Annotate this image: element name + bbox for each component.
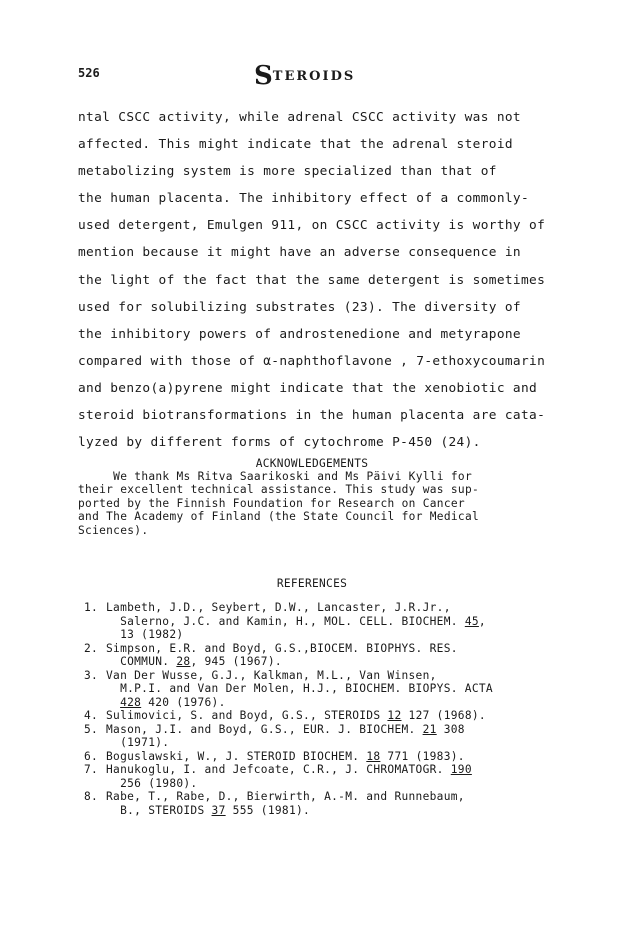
reference-number: 7. — [84, 763, 99, 776]
reference-volume: 45 — [464, 614, 479, 628]
reference-item — [84, 669, 554, 710]
reference-line — [106, 655, 554, 669]
reference-volume: 12 — [387, 709, 402, 722]
acknowledgement-line: their excellent technical assistance. This study was sup- — [78, 483, 480, 497]
reference-text: 420 (1976). — [141, 695, 226, 709]
reference-volume: 190 — [450, 763, 472, 776]
reference-item — [84, 723, 554, 750]
reference-text: 256 (1980). — [106, 776, 198, 790]
acknowledgement-line: and The Academy of Finland (the State Council for Medical — [78, 510, 480, 524]
reference-line — [106, 804, 554, 818]
reference-item — [84, 642, 554, 669]
reference-text: Sulimovici, S. and Boyd, G.S., STEROIDS — [106, 709, 388, 722]
reference-text: Hanukoglu, I. and Jefcoate, C.R., J. CHROMATOGR. — [106, 763, 451, 776]
reference-volume: 428 — [120, 695, 142, 709]
running-head — [254, 61, 355, 91]
reference-text: , 945 (1967). — [190, 655, 282, 668]
reference-text: Rabe, T., Rabe, D., Bierwirth, A.-M. and Runnebaum, — [106, 790, 465, 803]
body-line: the inhibitory powers of androstenedione and metyrapone — [78, 326, 521, 342]
reference-text: 13 (1982) — [106, 628, 184, 641]
reference-line — [106, 669, 554, 683]
body-line: the human placenta. The inhibitory effect of a commonly- — [78, 191, 530, 207]
reference-volume: 28 — [176, 655, 191, 668]
body-line: affected. This might indicate that the adrenal steroid — [78, 137, 513, 153]
reference-number: 8. — [84, 790, 99, 803]
reference-item — [84, 790, 554, 817]
reference-text: COMMUN. — [106, 655, 177, 668]
reference-text: 555 (1981). — [225, 803, 311, 817]
reference-line — [106, 642, 554, 656]
acknowledgements-text — [78, 470, 548, 537]
reference-number: 2. — [84, 641, 99, 655]
body-line: the light of the fact that the same detergent is sometimes — [78, 272, 546, 288]
body-line: mention because it might have an adverse consequence in — [78, 245, 521, 261]
reference-line — [106, 709, 554, 723]
acknowledgement-line: Sciences). — [78, 523, 149, 537]
running-head-rest: TEROIDS — [272, 69, 356, 84]
page-number: 526 — [78, 66, 100, 80]
running-head-initial: S — [254, 61, 273, 91]
reference-text: Lambeth, J.D., Seybert, D.W., Lancaster, J.R.Jr., — [106, 601, 451, 614]
reference-text: 308 — [436, 722, 465, 736]
body-line: and benzo(a)pyrene might indicate that the xenobiotic and — [78, 380, 538, 396]
reference-volume: 37 — [211, 803, 226, 817]
reference-text: Van Der Wusse, G.J., Kalkman, M.L., Van Winsen, — [106, 668, 437, 682]
reference-line — [106, 682, 554, 696]
reference-line — [106, 628, 554, 642]
body-line: lyzed by different forms of cytochrome P-450 (24). — [78, 435, 481, 451]
reference-number: 1. — [84, 601, 99, 614]
reference-item — [84, 750, 554, 764]
reference-text: Salerno, J.C. and Kamin, H., MOL. CELL. BIOCHEM. — [106, 614, 465, 628]
acknowledgements-heading: ACKNOWLEDGEMENTS — [255, 457, 369, 470]
reference-item — [84, 763, 554, 790]
reference-line — [106, 723, 554, 737]
reference-text: 771 (1983). — [380, 749, 465, 763]
acknowledgement-line: We thank Ms Ritva Saarikoski and Ms Päivi Kylli for — [78, 470, 472, 483]
reference-number: 3. — [84, 668, 99, 682]
reference-line — [106, 750, 554, 764]
reference-item — [84, 601, 554, 642]
body-line: ntal CSCC activity, while adrenal CSCC activity was not — [78, 110, 521, 125]
body-line: steroid biotransformations in the human placenta are cata- — [78, 408, 546, 424]
reference-line — [106, 790, 554, 804]
body-line: used detergent, Emulgen 911, on CSCC activity is worthy of — [78, 218, 546, 234]
reference-line — [106, 696, 554, 710]
reference-volume: 18 — [366, 749, 381, 763]
reference-line — [106, 777, 554, 791]
body-line: metabolizing system is more specialized than that of — [78, 164, 497, 180]
reference-text: 127 (1968). — [401, 709, 486, 722]
body-line: compared with those of α-naphthoflavone , 7-ethoxycoumarin — [78, 353, 546, 369]
reference-volume: 21 — [422, 722, 437, 736]
reference-number: 5. — [84, 722, 99, 736]
reference-line — [106, 763, 554, 777]
reference-item — [84, 709, 554, 723]
acknowledgement-line: ported by the Finnish Foundation for Research on Cancer — [78, 496, 465, 510]
reference-text: , — [478, 614, 486, 628]
reference-text: Mason, J.I. and Boyd, G.S., EUR. J. BIOCHEM. — [106, 722, 423, 736]
reference-text: B., STEROIDS — [106, 803, 212, 817]
reference-line — [106, 601, 554, 615]
reference-text — [106, 696, 120, 709]
body-line: used for solubilizing substrates (23). The diversity of — [78, 299, 521, 315]
reference-number: 4. — [84, 709, 99, 722]
reference-text: Simpson, E.R. and Boyd, G.S.,BIOCEM. BIOPHYS. RES. — [106, 641, 458, 655]
reference-line — [106, 615, 554, 629]
reference-text: M.P.I. and Van Der Molen, H.J., BIOCHEM. BIOPYS. ACTA — [106, 682, 493, 695]
reference-text: Boguslawski, W., J. STEROID BIOCHEM. — [106, 749, 367, 763]
reference-text: (1971). — [106, 736, 170, 749]
reference-line — [106, 736, 554, 750]
references-heading: REFERENCES — [276, 577, 348, 590]
body-paragraph — [78, 104, 548, 456]
reference-number: 6. — [84, 749, 99, 763]
reference-list — [84, 601, 554, 817]
